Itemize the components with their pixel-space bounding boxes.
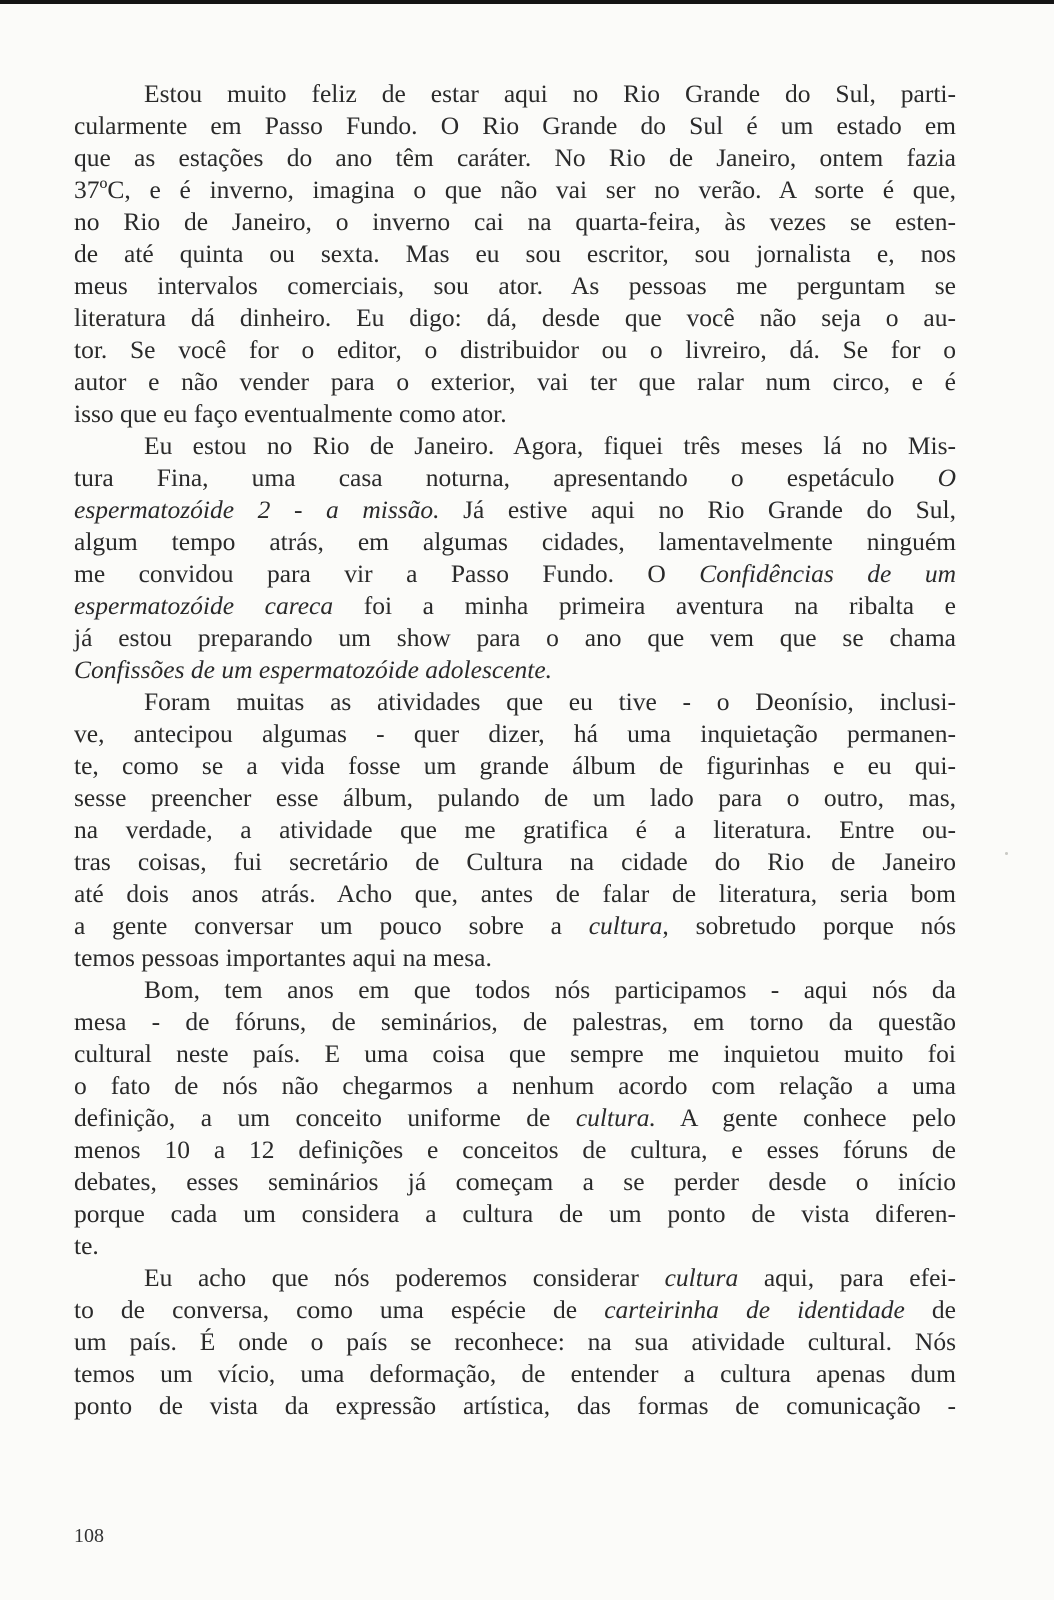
text-line: já estou preparando um show para o ano que vem que se chama (74, 623, 956, 652)
text-line: Estou muito feliz de estar aqui no Rio Grande do Sul, parti- (144, 79, 956, 108)
text-line: um país. É onde o país se reconhece: na sua atividade cultural. Nós (74, 1327, 956, 1356)
text-line: cularmente em Passo Fundo. O Rio Grande do Sul é um estado em (74, 111, 956, 140)
text-line: porque cada um considera a cultura de um ponto de vista diferen- (74, 1199, 956, 1228)
text-line: Bom, tem anos em que todos nós participamos - aqui nós da (144, 975, 956, 1004)
text-line: tor. Se você for o editor, o distribuidor ou o livreiro, dá. Se for o (74, 335, 956, 364)
text-line: menos 10 a 12 definições e conceitos de cultura, e esses fóruns de (74, 1135, 956, 1164)
page-number: 108 (74, 1525, 104, 1547)
text-line: literatura dá dinheiro. Eu digo: dá, desde que você não seja o au- (74, 303, 956, 332)
text-line: meus intervalos comerciais, sou ator. As pessoas me perguntam se (74, 271, 956, 300)
scan-top-edge (0, 0, 1054, 4)
text-line: que as estações do ano têm caráter. No Rio de Janeiro, ontem fazia (74, 143, 956, 172)
text-line: te, como se a vida fosse um grande álbum de figurinhas e eu qui- (74, 751, 956, 780)
text-line: tras coisas, fui secretário de Cultura na cidade do Rio de Janeiro (74, 847, 956, 876)
text-line: algum tempo atrás, em algumas cidades, lamentavelmente ninguém (74, 527, 956, 556)
text-line: cultural neste país. E uma coisa que sempre me inquietou muito foi (74, 1039, 956, 1068)
text-line: te. (74, 1231, 99, 1260)
text-line: sesse preencher esse álbum, pulando de um lado para o outro, mas, (74, 783, 956, 812)
paper-speck (1005, 852, 1008, 855)
text-line: de até quinta ou sexta. Mas eu sou escritor, sou jornalista e, nos (74, 239, 956, 268)
text-line: definição, a um conceito uniforme de cultura. A gente conhece pelo (74, 1103, 956, 1132)
text-line: tura Fina, uma casa noturna, apresentando o espetáculo O (74, 463, 956, 492)
page-body-text (74, 78, 956, 1422)
text-line: até dois anos atrás. Acho que, antes de falar de literatura, seria bom (74, 879, 956, 908)
text-line: espermatozóide careca foi a minha primeira aventura na ribalta e (74, 591, 956, 620)
text-line: isso que eu faço eventualmente como ator. (74, 399, 507, 428)
text-line: na verdade, a atividade que me gratifica é a literatura. Entre ou- (74, 815, 956, 844)
text-line: espermatozóide 2 - a missão. Já estive aqui no Rio Grande do Sul, (74, 495, 956, 524)
text-line: autor e não vender para o exterior, vai ter que ralar num circo, e é (74, 367, 956, 396)
text-line: a gente conversar um pouco sobre a cultura, sobretudo porque nós (74, 911, 956, 940)
text-line: Foram muitas as atividades que eu tive - o Deonísio, inclusi- (144, 687, 956, 716)
text-line: ve, antecipou algumas - quer dizer, há uma inquietação permanen- (74, 719, 956, 748)
text-line: Eu acho que nós poderemos considerar cultura aqui, para efei- (144, 1263, 956, 1292)
text-line: no Rio de Janeiro, o inverno cai na quarta-feira, às vezes se esten- (74, 207, 956, 236)
text-line: to de conversa, como uma espécie de carteirinha de identidade de (74, 1295, 956, 1324)
text-line: 37ºC, e é inverno, imagina o que não vai ser no verão. A sorte é que, (74, 175, 956, 204)
text-line: Eu estou no Rio de Janeiro. Agora, fiquei três meses lá no Mis- (144, 431, 956, 460)
text-line: mesa - de fóruns, de seminários, de palestras, em torno da questão (74, 1007, 956, 1036)
text-line: debates, esses seminários já começam a se perder desde o início (74, 1167, 956, 1196)
text-line: o fato de nós não chegarmos a nenhum acordo com relação a uma (74, 1071, 956, 1100)
text-line: Confissões de um espermatozóide adolescente. (74, 655, 553, 684)
text-line: me convidou para vir a Passo Fundo. O Confidências de um (74, 559, 956, 588)
text-line: ponto de vista da expressão artística, das formas de comunicação - (74, 1391, 956, 1420)
text-line: temos um vício, uma deformação, de entender a cultura apenas dum (74, 1359, 956, 1388)
text-line: temos pessoas importantes aqui na mesa. (74, 943, 492, 972)
